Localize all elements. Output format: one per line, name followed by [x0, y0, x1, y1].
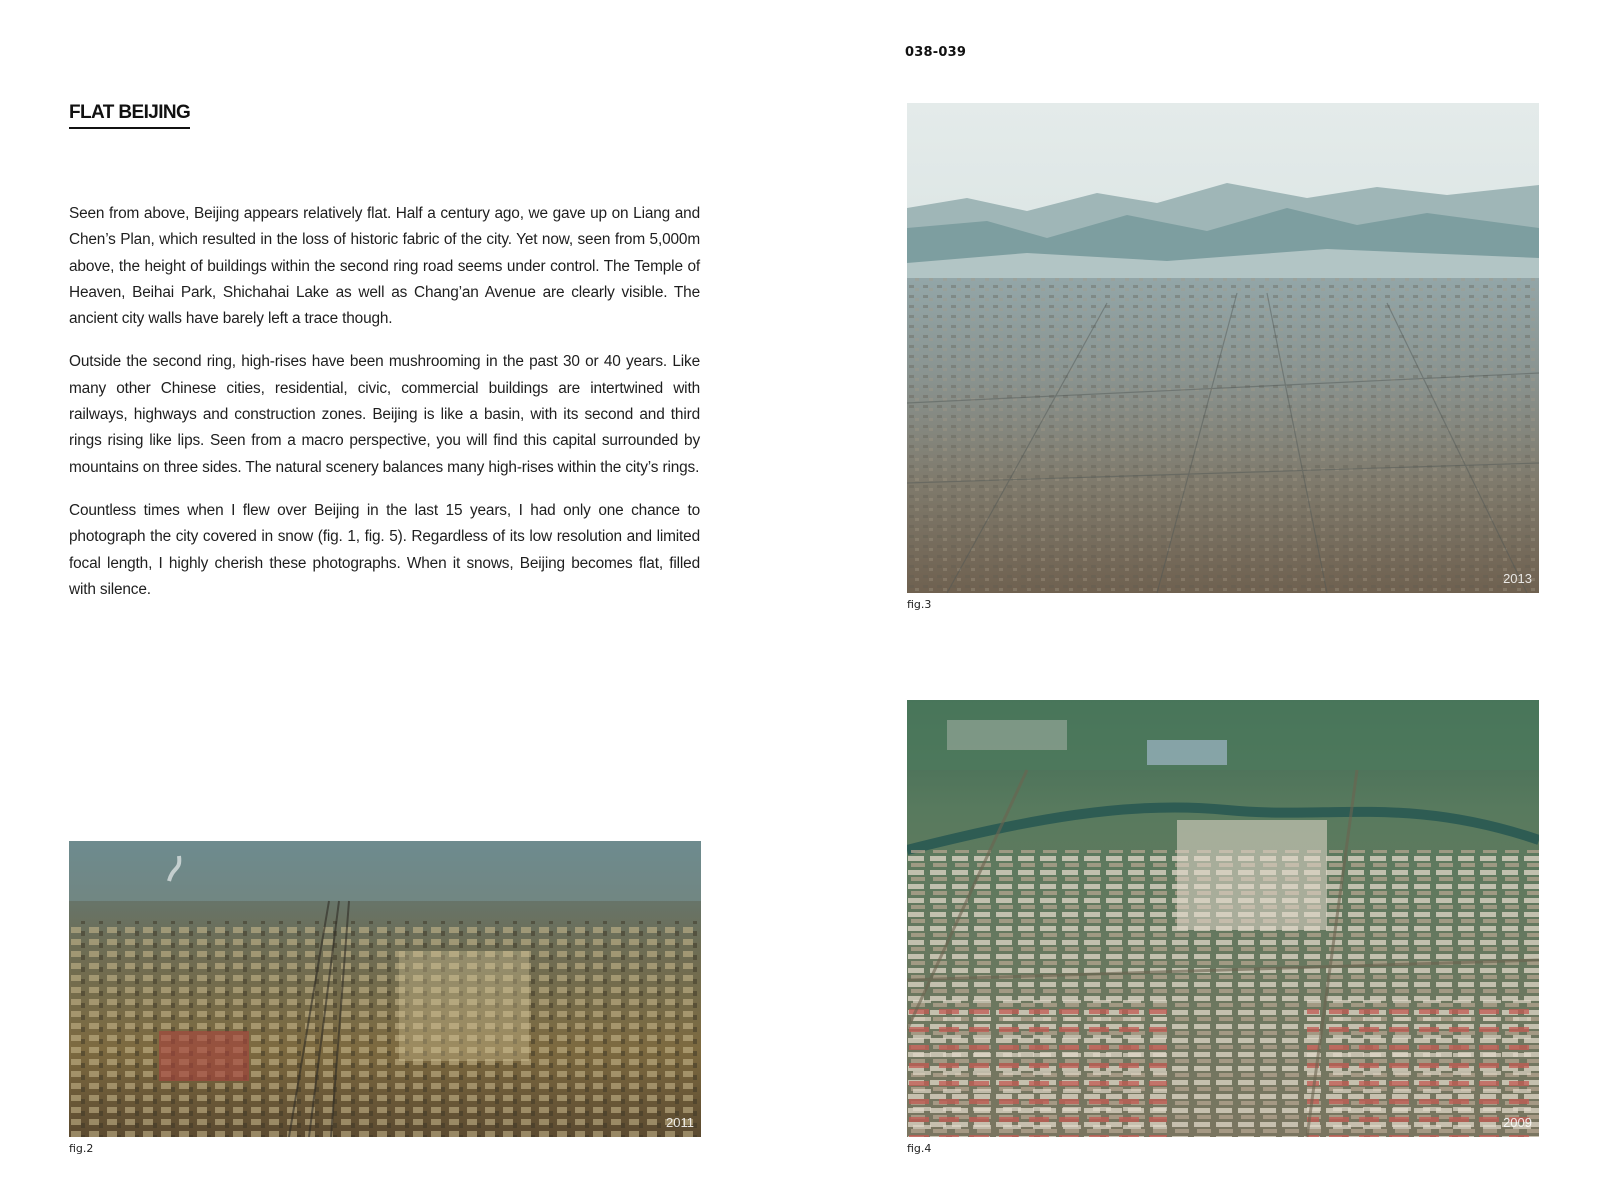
paragraph-1: Seen from above, Beijing appears relatively flat. Half a century ago, we gave up on Liang and Chen’s Plan, which resulted in the loss of historic fabric of the city. Yet now, seen from 5,000m above, the height of buildings within the second ring road seems under control. The Temple of Heaven, Beihai Park, Shichahai Lake as well as Chang’an Avenue are clearly visible. The ancient city walls have barely left a trace though.	[69, 205, 700, 328]
fig3-photo-frame	[907, 103, 1539, 593]
fig2-year: 2011	[666, 1115, 694, 1130]
fig2-photo-frame	[69, 841, 701, 1137]
paragraph-3: Countless times when I flew over Beijing in the last 15 years, I had only one chance to photograph the city covered in snow (fig. 1, fig. 5). Regardless of its low resolution and limited focal length, I highly cherish these photographs. When it snows, Beijing becomes flat, filled with silence.	[69, 501, 700, 598]
fig3-caption: fig.3	[907, 598, 932, 611]
aerial-city-railway-photo	[69, 841, 701, 1137]
fig4-year: 2009	[1503, 1115, 1532, 1130]
fig4-caption: fig.4	[907, 1142, 932, 1155]
aerial-residential-district-photo	[907, 700, 1539, 1137]
fig2-caption: fig.2	[69, 1142, 94, 1155]
fig4-photo-frame	[907, 700, 1539, 1137]
page-number: 038-039	[905, 45, 967, 60]
aerial-city-mountains-photo	[907, 103, 1539, 593]
article-title: FLAT BEIJING	[69, 102, 190, 129]
article-body	[69, 201, 700, 620]
fig3-year: 2013	[1503, 571, 1532, 586]
paragraph-2: Outside the second ring, high-rises have been mushrooming in the past 30 or 40 years. Like many other Chinese cities, residential, civic, commercial buildings are intertwined with railways, highways and construction zones. Beijing is like a basin, with its second and third rings rising like lips. Seen from a macro perspective, you will find this capital surrounded by mountains on three sides. The natural scenery balances many high-rises within the city’s rings.	[69, 353, 700, 476]
